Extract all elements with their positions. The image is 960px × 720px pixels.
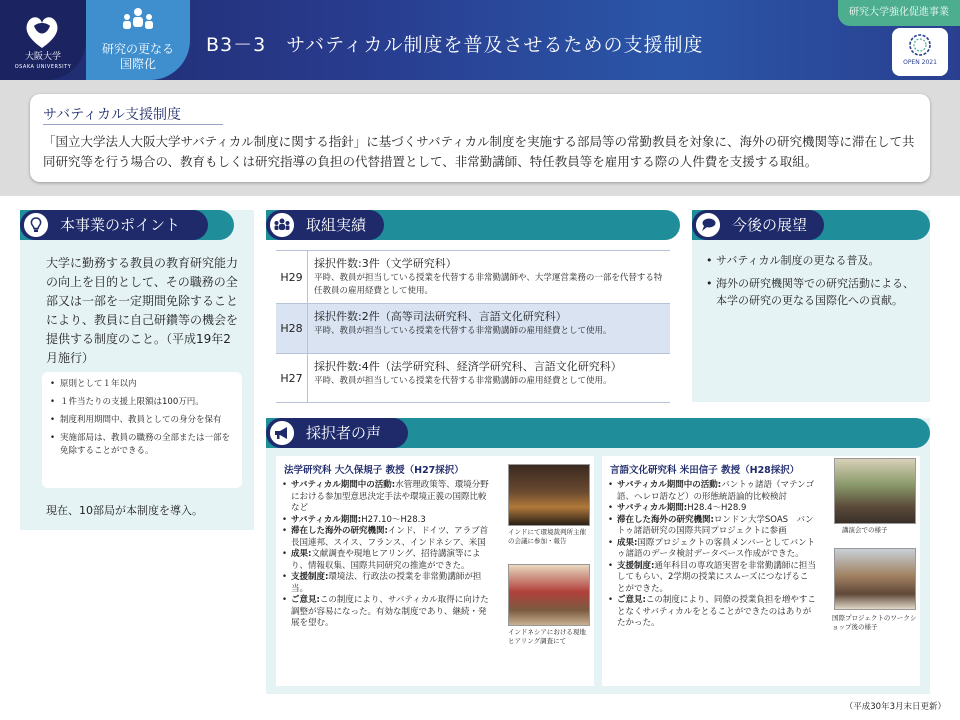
list-item: • サバティカル制度の更なる普及。 (706, 252, 916, 269)
voice-item: • 滞在した海外の研究機関:ロンドン大学SOAS バントゥ諸語研究の国際共同プロジェクトに参画 (608, 515, 816, 538)
speech-bubble-icon (696, 213, 720, 237)
voice-item: • 支援制度:通年科目の専攻語実習を非常勤講師に担当してもらい、2学期の授業にスムーズにつなげることができた。 (608, 561, 816, 596)
lightbulb-icon (24, 213, 48, 237)
points-footer: 現在、10部局が本制度を導入。 (46, 504, 203, 517)
open-2021-logo (892, 28, 948, 76)
voice-item: • 成果:文献調査や現地ヒアリング、招待講演等により、情報収集、国際共同研究の推進ができた。 (282, 549, 490, 572)
intro-body: 「国立大学法人大阪大学サバティカル制度に関する指針」に基づくサバティカル制度を実施する部局等の常勤教員を対象に、海外の研究機関等に滞在して共同研究等を行う場合の、教育もしくは研究指導の負担の代替措置として、非常勤講師、特任教員等を雇用する際の人件費を支援する取組。 (43, 134, 915, 169)
row-year: H29 (276, 251, 308, 303)
hearing-photo (508, 564, 590, 626)
lecture-photo (834, 458, 916, 524)
list-item: • １件当たりの支援上限額は100万円。 (50, 396, 234, 409)
voice-list (282, 480, 490, 630)
university-logo-icon (22, 12, 62, 52)
results-heading-pill (266, 210, 680, 240)
points-heading-pill (20, 210, 234, 240)
photo-caption: インドネシアにおける現地ヒアリング調査にて (508, 628, 586, 645)
table-row (276, 303, 670, 353)
photo-caption: 国際プロジェクトのワークショップ後の様子 (832, 614, 917, 631)
university-logo-block (0, 0, 86, 80)
voice-card-yoneda (602, 456, 920, 686)
list-item: • 原則として１年以内 (50, 378, 234, 391)
voice-item: • 滞在した海外の研究機関:インド、ドイツ、アラブ首長国連邦、スイス、フランス、インドネシア、米国 (282, 526, 490, 549)
intro-divider (43, 124, 223, 125)
voice-item: • サバティカル期間:H27.10～H28.3 (282, 515, 490, 527)
workshop-photo (834, 548, 916, 610)
photo-caption: 講演会での様子 (842, 526, 888, 534)
row-detail: 平時、教員が担当している授業を代替する非常勤講師の雇用経費として使用。 (314, 376, 612, 386)
category-label: 研究の更なる 国際化 (101, 42, 174, 71)
header-bar (0, 0, 960, 80)
voices-heading-pill (266, 418, 930, 448)
table-row (276, 250, 670, 303)
conference-photo (508, 464, 590, 526)
row-count: 採択件数:3件（文学研究科） (314, 257, 457, 270)
photo-caption: インドにて環境裁判所主催の会議に参加・報告 (508, 528, 586, 545)
row-detail: 平時、教員が担当している授業を代替する非常勤講師や、大学運営業務の一部を代替する特任教員の雇用経費として使用。 (314, 273, 663, 296)
voice-name: 法学研究科 大久保規子 教授（H27採択） (284, 465, 464, 476)
future-heading-pill (692, 210, 930, 240)
voice-card-okubo (276, 456, 594, 686)
megaphone-icon (270, 421, 294, 445)
intro-card (30, 94, 930, 182)
open-ring-icon (907, 32, 933, 58)
people-icon (270, 213, 294, 237)
university-name: 大阪大学 OSAKA UNIVERSITY (14, 52, 72, 70)
row-year: H27 (276, 354, 308, 402)
updated-note: （平成30年3月末日更新） (844, 702, 946, 712)
row-count: 採択件数:2件（高等司法研究科、言語文化研究科） (314, 310, 567, 323)
points-body: 大学に勤務する教員の教育研究能力の向上を目的として、その職務の全部又は一部を一定期間免除することにより、教員に自己研鑽等の機会を提供する制度のこと。（平成19年2月施行） (46, 256, 239, 365)
points-panel (20, 210, 254, 530)
voice-item: • 成果:国際プロジェクトの客員メンバーとしてバントゥ諸語のデータ検討データベース作成ができた。 (608, 538, 816, 561)
open-2021-label: OPEN 2021 (903, 59, 937, 66)
row-year: H28 (276, 304, 308, 353)
page-title: B3－3 サバティカル制度を普及させるための支援制度 (206, 34, 704, 56)
category-badge (86, 0, 190, 80)
voice-item: • サバティカル期間:H28.4～H28.9 (608, 503, 816, 515)
voice-name: 言語文化研究科 米田信子 教授（H28採択） (610, 465, 800, 476)
voice-item: • サバティカル期間中の活動:バントゥ諸語（マテンゴ語、ヘレロ語など）の形態統語論的比較検討 (608, 480, 816, 503)
voice-item: • サバティカル期間中の活動:水管理政策等、環境分野における参加型意思決定手法や環境正義の国際比較など (282, 480, 490, 515)
intro-heading: サバティカル支援制度 (43, 107, 182, 123)
future-panel (692, 210, 930, 402)
future-heading: 今後の展望 (692, 210, 824, 240)
row-count: 採択件数:4件（法学研究科、経済学研究科、言語文化研究科） (314, 360, 622, 373)
voice-item: • 支援制度:環境法、行政法の授業を非常勤講師が担当。 (282, 572, 490, 595)
voice-item: • ご意見:この制度により、同僚の授業負担を増やすことなくサバティカルをとることができたのはありがたかった。 (608, 595, 816, 630)
voice-list (608, 480, 816, 630)
table-row (276, 353, 670, 403)
program-tag: 研究大学強化促進事業 (838, 0, 960, 26)
points-heading: 本事業のポイント (20, 210, 208, 240)
future-list (706, 252, 916, 315)
row-detail: 平時、教員が担当している授業を代替する非常勤講師の雇用経費として使用。 (314, 326, 612, 336)
results-panel (266, 210, 680, 406)
voices-panel (266, 418, 930, 694)
list-item: • 制度利用期間中、教員としての身分を保有 (50, 414, 234, 427)
points-list (42, 372, 242, 488)
voice-item: • ご意見:この制度により、サバティカル取得に向けた調整が容易になった。有効な制度であり、継続・発展を望む。 (282, 595, 490, 630)
results-heading: 取組実績 (266, 210, 384, 240)
list-item: • 海外の研究機関等での研究活動による、本学の研究の更なる国際化への貢献。 (706, 275, 916, 309)
people-group-icon (120, 6, 156, 36)
results-table (276, 250, 670, 403)
voices-heading: 採択者の声 (266, 418, 408, 448)
list-item: • 実施部局は、教員の職務の全部または一部を免除することができる。 (50, 432, 234, 458)
